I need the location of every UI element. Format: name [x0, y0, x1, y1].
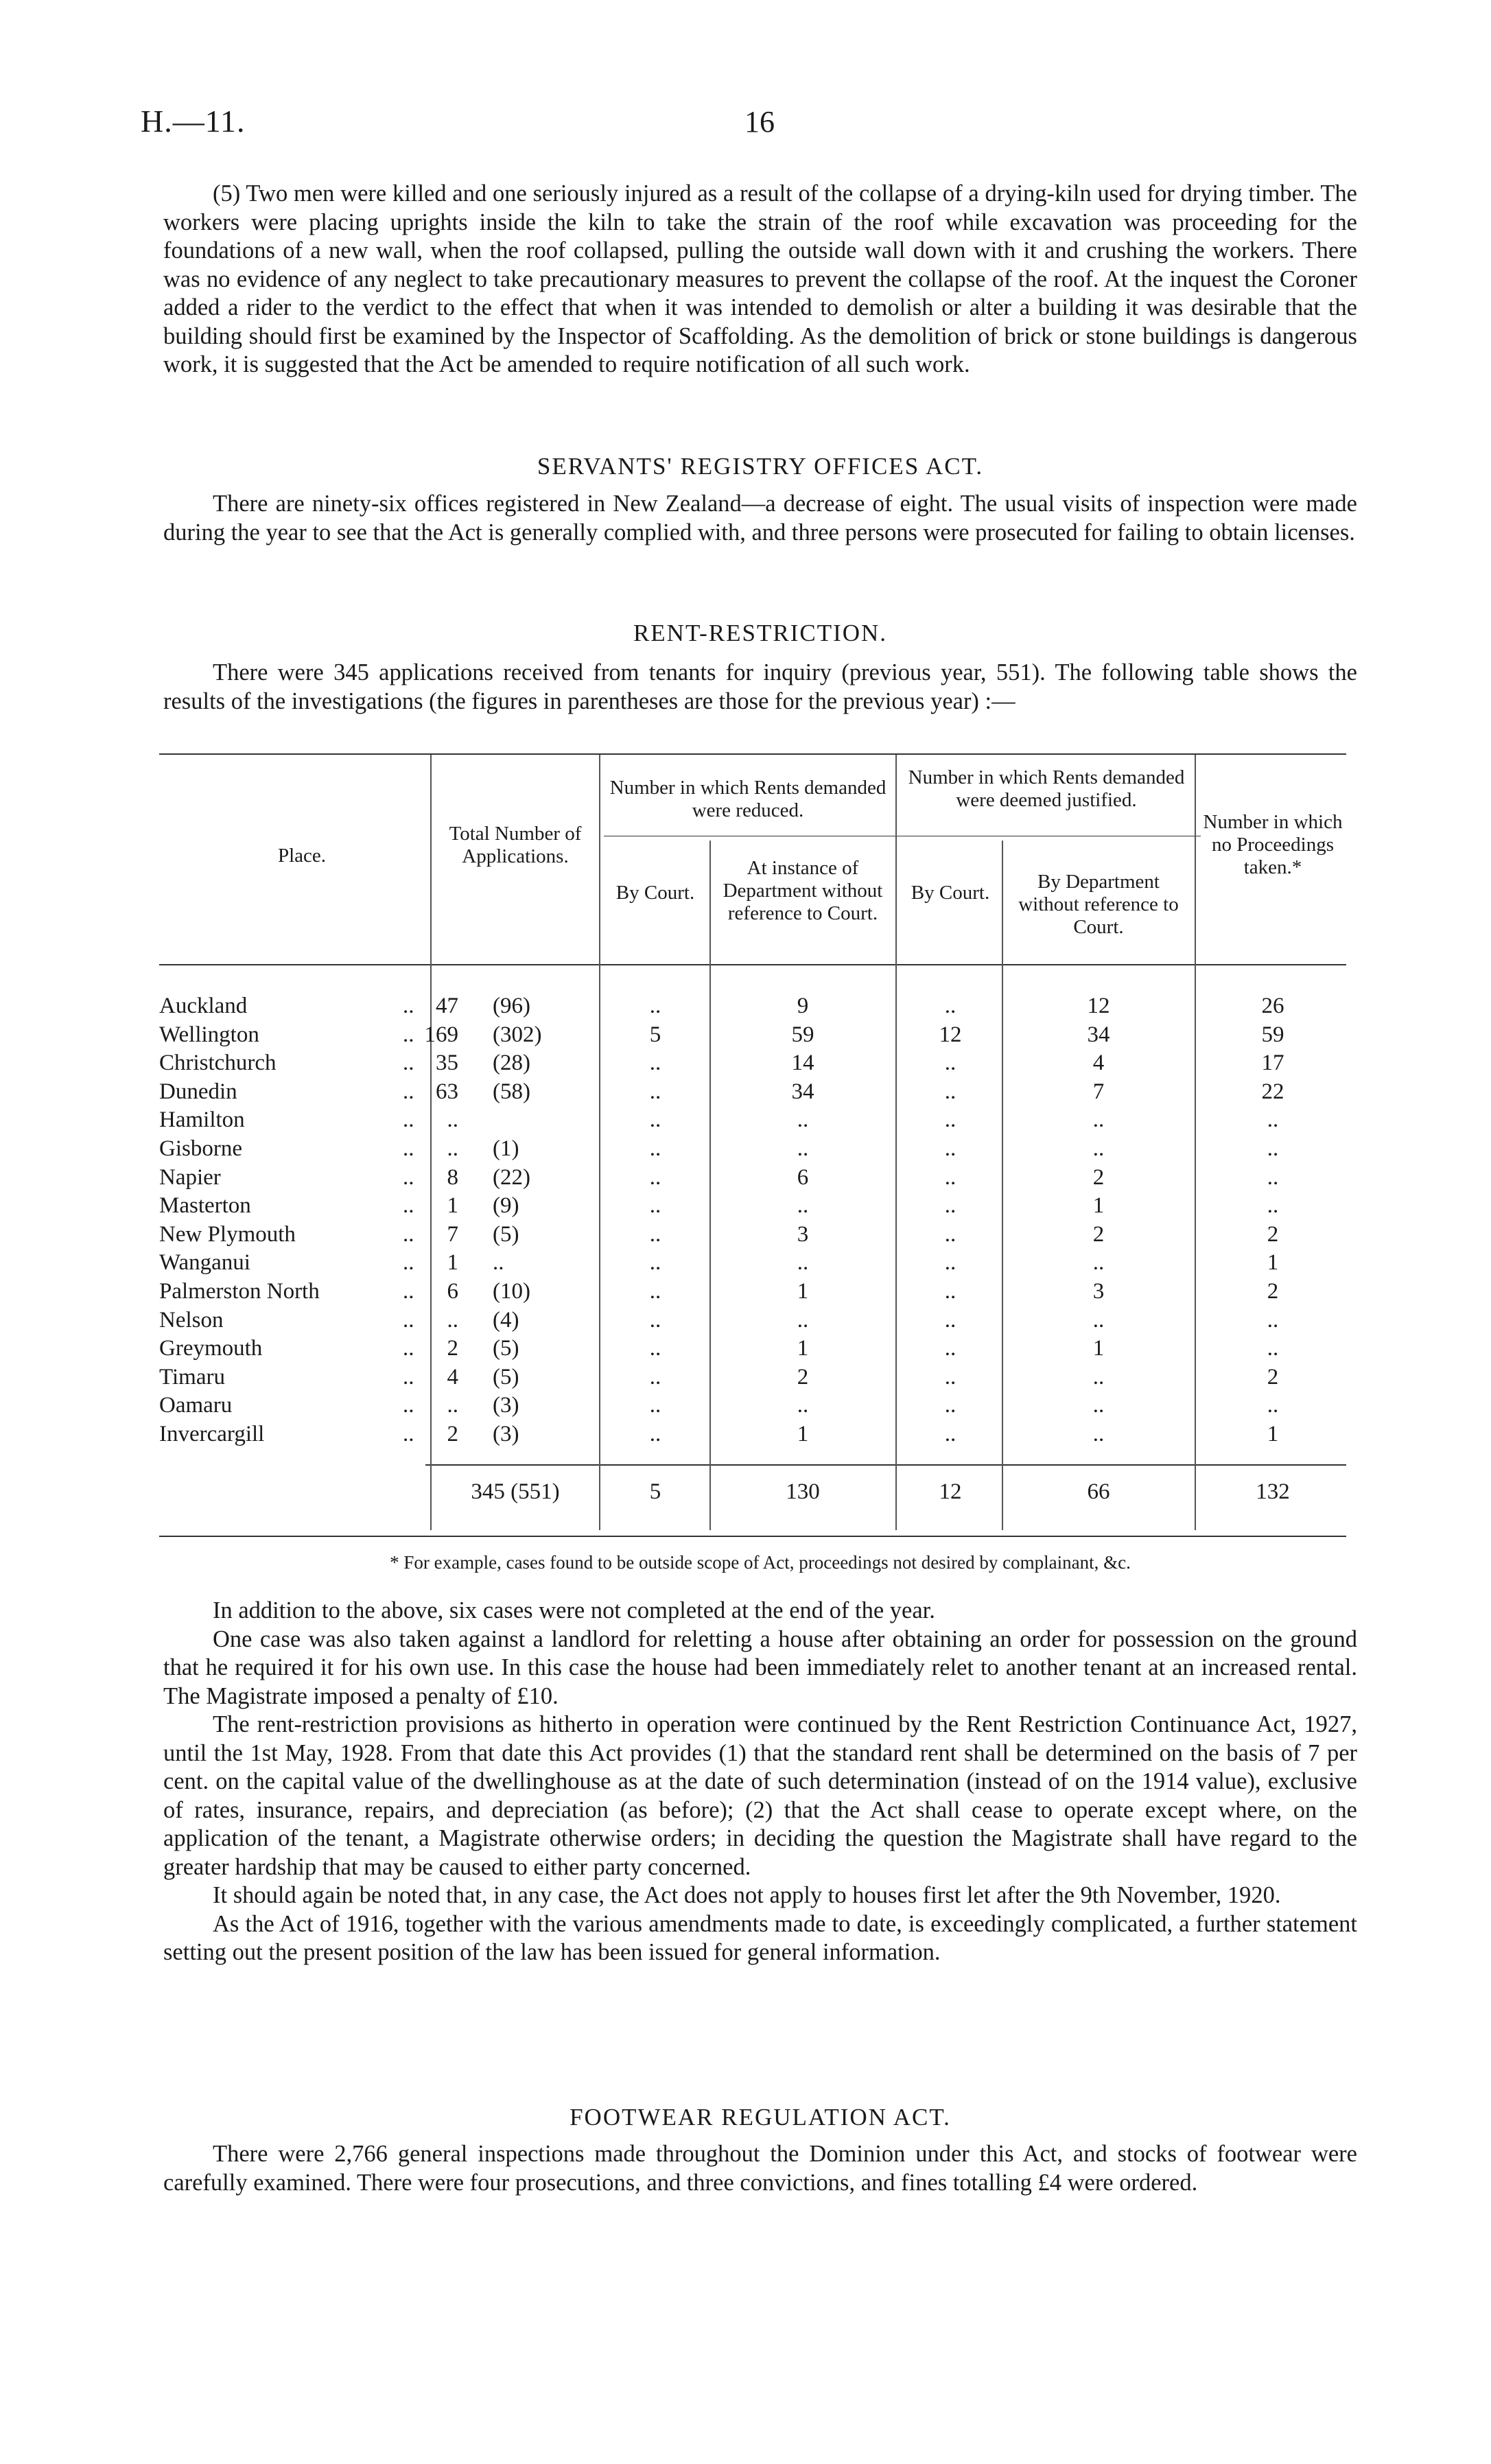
just-court-cell: 12 — [939, 1022, 962, 1047]
no-proceedings-cell: .. — [1267, 1307, 1279, 1333]
place-name: Christchurch — [159, 1051, 277, 1076]
red-dept-cell: 9 — [797, 994, 809, 1018]
applications-cell — [0, 992, 604, 1021]
no-proceedings-cell: .. — [1267, 1107, 1279, 1133]
just-court-cell: .. — [944, 1079, 956, 1104]
applications-cell — [0, 1192, 604, 1221]
applications-previous: .. — [493, 1250, 504, 1276]
leader-dots: .. — [403, 1193, 414, 1219]
applications-cell — [0, 1392, 604, 1420]
red-court-cell: .. — [649, 1164, 661, 1190]
red-dept-cell: 6 — [797, 1164, 809, 1190]
just-dept-cell: 1 — [1092, 1336, 1105, 1361]
applications-current: 169 — [424, 1022, 458, 1047]
place-name: Oamaru — [159, 1393, 233, 1418]
servants-heading: SERVANTS' REGISTRY OFFICES ACT. — [537, 453, 984, 480]
leader-dots: .. — [403, 1221, 414, 1247]
place-name: Wellington — [159, 1022, 259, 1047]
red-court-cell: .. — [649, 1278, 661, 1304]
applications-current: 2 — [447, 1336, 458, 1361]
servants-block — [163, 490, 1357, 547]
red-court-cell: .. — [649, 1221, 661, 1247]
rent-paragraphs — [163, 1597, 1357, 1967]
total-red-dept: 130 — [786, 1479, 820, 1504]
applications-column — [0, 992, 604, 1449]
leader-dots: .. — [403, 1336, 414, 1361]
totals-rule — [425, 1464, 1346, 1466]
red-dept-cell: 34 — [791, 1079, 814, 1104]
paragraph-continuance-act: The rent-restriction provisions as hitherto in operation were continued by the Rent Restriction Continuance Act, 1927, until the 1st May, 1928. From that date this Act provides (1) that the standard rent shall be determined on the basis of 7 per cent. on the capital value of the dwellinghouse as at the date of such determination (instead of on the 1914 value), exclusive of rates, insurance, repairs, and depreciation (as before); (2) that the Act shall cease to operate except where, on the application of the tenant, a Magistrate otherwise orders; in deciding the question the Magistrate shall have regard to the greater hardship that may be caused to either party concerned. — [163, 1711, 1357, 1880]
just-dept-cell: 4 — [1092, 1051, 1105, 1076]
red-dept-cell: 1 — [797, 1421, 809, 1446]
place-name: Hamilton — [159, 1107, 245, 1133]
red-court-cell: .. — [649, 1393, 661, 1418]
just-dept-cell: 3 — [1092, 1278, 1105, 1304]
applications-current: 47 — [436, 994, 458, 1018]
red-dept-cell: 1 — [797, 1336, 809, 1361]
total-no-proceedings: 132 — [1256, 1479, 1290, 1504]
no-proceedings-cell: .. — [1267, 1193, 1279, 1219]
just-court-cell: .. — [944, 1107, 956, 1133]
place-name: Timaru — [159, 1364, 225, 1389]
applications-cell — [0, 1306, 604, 1335]
footwear-block — [163, 2140, 1357, 2197]
page-number: 16 — [744, 105, 775, 139]
leader-dots: .. — [403, 1022, 414, 1047]
applications-current: 2 — [447, 1421, 458, 1446]
leader-dots: .. — [403, 1307, 414, 1333]
table-header-rule — [159, 964, 1346, 965]
header-total: Total Number of Applications. — [449, 823, 582, 867]
servants-paragraph: There are ninety-six offices registered in New Zealand—a decrease of eight. The usual visits of inspection were made during the year to see that the Act is generally complied with, and three persons were prosecuted for failing to obtain licenses. — [163, 491, 1357, 545]
reduced-court-column — [604, 992, 707, 1449]
no-proceedings-cell: 1 — [1267, 1250, 1279, 1276]
footwear-paragraph: There were 2,766 general inspections made throughout the Dominion under this Act, and stocks of footwear were carefully examined. There were four prosecutions, and three convictions, and fines totalling £4 were ordered. — [163, 2141, 1357, 2196]
applications-cell — [0, 1021, 604, 1050]
header-just-by-court: By Court. — [911, 882, 990, 904]
red-court-cell: .. — [649, 1051, 661, 1076]
just-dept-cell: .. — [1092, 1107, 1105, 1133]
place-name: Napier — [159, 1164, 221, 1190]
no-proceedings-cell: .. — [1267, 1164, 1279, 1190]
just-dept-cell: .. — [1092, 1250, 1105, 1276]
just-dept-cell: .. — [1092, 1136, 1105, 1161]
red-court-cell: .. — [649, 994, 661, 1018]
place-name: New Plymouth — [159, 1221, 296, 1247]
red-court-cell: .. — [649, 1336, 661, 1361]
applications-current: .. — [447, 1107, 458, 1133]
red-court-cell: .. — [649, 1250, 661, 1276]
justified-dept-column — [1005, 992, 1192, 1449]
place-name: Greymouth — [159, 1336, 263, 1361]
leader-dots: .. — [403, 994, 414, 1018]
rent-intro-paragraph: There were 345 applications received from tenants for inquiry (previous year, 551). The following table shows the results of the investigations (the figures in parentheses are those for the previous year) :— — [163, 659, 1357, 714]
just-dept-cell: .. — [1092, 1307, 1105, 1333]
just-court-cell: .. — [944, 1051, 956, 1076]
applications-cell — [0, 1078, 604, 1107]
no-proceedings-cell: 59 — [1261, 1022, 1284, 1047]
col-divider-5 — [1002, 841, 1003, 1530]
total-just-court: 12 — [939, 1479, 962, 1504]
place-name: Dunedin — [159, 1079, 237, 1104]
applications-previous: (3) — [493, 1421, 519, 1446]
no-proceedings-cell: .. — [1267, 1136, 1279, 1161]
red-court-cell: 5 — [649, 1022, 661, 1047]
applications-previous: (9) — [493, 1193, 519, 1219]
applications-current: 6 — [447, 1278, 458, 1304]
report-reference: H.—11. — [141, 104, 246, 139]
applications-previous: (58) — [493, 1079, 530, 1104]
red-dept-cell: 59 — [791, 1022, 814, 1047]
just-dept-cell: .. — [1092, 1364, 1105, 1389]
no-proceedings-column — [1201, 992, 1345, 1449]
leader-dots: .. — [403, 1393, 414, 1418]
just-court-cell: .. — [944, 1278, 956, 1304]
leader-dots: .. — [403, 1421, 414, 1446]
applications-current: 35 — [436, 1051, 458, 1076]
total-just-dept: 66 — [1087, 1479, 1110, 1504]
applications-previous: (3) — [493, 1393, 519, 1418]
red-dept-cell: .. — [797, 1250, 809, 1276]
no-proceedings-cell: 17 — [1261, 1051, 1284, 1076]
just-dept-cell: 12 — [1087, 994, 1110, 1018]
just-court-cell: .. — [944, 1136, 956, 1161]
red-court-cell: .. — [649, 1136, 661, 1161]
red-dept-cell: .. — [797, 1193, 809, 1219]
place-name: Invercargill — [159, 1421, 265, 1446]
applications-cell — [0, 1049, 604, 1078]
applications-cell — [0, 1420, 604, 1449]
red-dept-cell: 14 — [791, 1051, 814, 1076]
applications-cell — [0, 1249, 604, 1278]
red-court-cell: .. — [649, 1307, 661, 1333]
applications-previous: (1) — [493, 1136, 519, 1161]
col-divider-6 — [1195, 755, 1196, 1530]
red-dept-cell: 3 — [797, 1221, 809, 1247]
rent-intro-block — [163, 659, 1357, 716]
leader-dots: .. — [403, 1107, 414, 1133]
just-court-cell: .. — [944, 994, 956, 1018]
red-dept-cell: .. — [797, 1136, 809, 1161]
place-name: Nelson — [159, 1307, 224, 1333]
header-at-instance: At instance of Department without reference to Court. — [723, 857, 883, 924]
leader-dots: .. — [403, 1051, 414, 1076]
red-court-cell: .. — [649, 1107, 661, 1133]
no-proceedings-cell: 2 — [1267, 1278, 1279, 1304]
applications-previous: (96) — [493, 994, 530, 1018]
place-name: Auckland — [159, 994, 248, 1018]
place-name: Masterton — [159, 1193, 251, 1219]
applications-current: 4 — [447, 1364, 458, 1389]
leader-dots: .. — [403, 1278, 414, 1304]
just-dept-cell: 7 — [1092, 1079, 1105, 1104]
just-court-cell: .. — [944, 1164, 956, 1190]
leader-dots: .. — [403, 1136, 414, 1161]
no-proceedings-cell: 1 — [1267, 1421, 1279, 1446]
red-dept-cell: .. — [797, 1307, 809, 1333]
applications-previous: (4) — [493, 1307, 519, 1333]
place-name: Gisborne — [159, 1136, 242, 1161]
header-justified-group: Number in which Rents demanded were deemed justified. — [908, 766, 1185, 811]
just-court-cell: .. — [944, 1221, 956, 1247]
applications-cell — [0, 1363, 604, 1392]
red-court-cell: .. — [649, 1421, 661, 1446]
applications-current: .. — [447, 1136, 458, 1161]
applications-cell — [0, 1106, 604, 1135]
applications-previous: (5) — [493, 1364, 519, 1389]
just-dept-cell: 34 — [1087, 1022, 1110, 1047]
applications-cell — [0, 1335, 604, 1363]
total-red-court: 5 — [649, 1479, 661, 1504]
applications-previous: (302) — [493, 1022, 542, 1047]
header-place: Place. — [277, 845, 327, 867]
applications-previous: (5) — [493, 1221, 519, 1247]
applications-current: .. — [447, 1393, 458, 1418]
red-dept-cell: .. — [797, 1107, 809, 1133]
applications-current: 8 — [447, 1164, 458, 1190]
leader-dots: .. — [403, 1364, 414, 1389]
just-court-cell: .. — [944, 1393, 956, 1418]
justified-court-column — [899, 992, 1002, 1449]
footwear-heading: FOOTWEAR REGULATION ACT. — [570, 2104, 951, 2131]
red-court-cell: .. — [649, 1364, 661, 1389]
red-dept-cell: .. — [797, 1393, 809, 1418]
just-court-cell: .. — [944, 1336, 956, 1361]
accident-paragraph-block — [163, 180, 1357, 379]
table-top-rule — [159, 753, 1346, 755]
just-court-cell: .. — [944, 1307, 956, 1333]
rent-heading: RENT-RESTRICTION. — [633, 620, 888, 646]
paragraph-landlord-case: One case was also taken against a landlord for reletting a house after obtaining an order for possession on the ground that he required it for his own use. In this case the house had been immediately relet to another tenant at an increased rental. The Magistrate imposed a penalty of £10. — [163, 1626, 1357, 1709]
no-proceedings-cell: 22 — [1261, 1079, 1284, 1104]
just-dept-cell: 2 — [1092, 1164, 1105, 1190]
red-dept-cell: 2 — [797, 1364, 809, 1389]
table-bottom-rule — [159, 1536, 1346, 1537]
just-dept-cell: .. — [1092, 1393, 1105, 1418]
applications-current: 1 — [447, 1250, 458, 1276]
no-proceedings-cell: 2 — [1267, 1364, 1279, 1389]
applications-previous: (28) — [493, 1051, 530, 1076]
applications-cell — [0, 1221, 604, 1249]
place-name: Wanganui — [159, 1250, 250, 1276]
just-court-cell: .. — [944, 1193, 956, 1219]
applications-previous: (5) — [493, 1336, 519, 1361]
paragraph-incomplete: In addition to the above, six cases were not completed at the end of the year. — [213, 1597, 935, 1623]
paragraph-first-let: It should again be noted that, in any case, the Act does not apply to houses first let after the 9th November, 1920. — [213, 1882, 1281, 1908]
leader-dots: .. — [403, 1250, 414, 1276]
applications-previous: (22) — [493, 1164, 530, 1190]
total-applications: 345 (551) — [471, 1479, 560, 1504]
just-dept-cell: 1 — [1092, 1193, 1105, 1219]
no-proceedings-cell: 26 — [1261, 994, 1284, 1018]
reduced-dept-column — [714, 992, 892, 1449]
table-footnote: * For example, cases found to be outside scope of Act, proceedings not desired by complainant, &c. — [390, 1552, 1131, 1573]
col-divider-3 — [709, 841, 711, 1530]
paragraph-act-1916: As the Act of 1916, together with the various amendments made to date, is exceedingly complicated, a further statement setting out the present position of the law has been issued for general information. — [163, 1910, 1357, 1965]
header-reduced-group: Number in which Rents demanded were reduced. — [609, 777, 887, 821]
just-court-cell: .. — [944, 1250, 956, 1276]
header-no-proceedings: Number in which no Proceedings taken.* — [1203, 811, 1343, 878]
place-name: Palmerston North — [159, 1278, 320, 1304]
applications-cell — [0, 1135, 604, 1164]
header-by-department: By Department without reference to Court. — [1018, 871, 1179, 938]
just-dept-cell: .. — [1092, 1421, 1105, 1446]
no-proceedings-cell: .. — [1267, 1393, 1279, 1418]
applications-current: 1 — [447, 1193, 458, 1219]
leader-dots: .. — [403, 1079, 414, 1104]
no-proceedings-cell: 2 — [1267, 1221, 1279, 1247]
col-divider-4 — [895, 755, 897, 1530]
leader-dots: .. — [403, 1164, 414, 1190]
applications-current: .. — [447, 1307, 458, 1333]
no-proceedings-cell: .. — [1267, 1336, 1279, 1361]
applications-current: 63 — [436, 1079, 458, 1104]
applications-cell — [0, 1164, 604, 1193]
applications-current: 7 — [447, 1221, 458, 1247]
just-dept-cell: 2 — [1092, 1221, 1105, 1247]
applications-previous: (10) — [493, 1278, 530, 1304]
red-court-cell: .. — [649, 1193, 661, 1219]
header-red-by-court: By Court. — [615, 882, 695, 904]
just-court-cell: .. — [944, 1421, 956, 1446]
red-court-cell: .. — [649, 1079, 661, 1104]
red-dept-cell: 1 — [797, 1278, 809, 1304]
just-court-cell: .. — [944, 1364, 956, 1389]
applications-cell — [0, 1278, 604, 1306]
accident-paragraph: (5) Two men were killed and one seriously injured as a result of the collapse of a drying-kiln used for drying timber. The workers were placing uprights inside the kiln to take the strain of the roof while excavation was proceeding for the foundations of a new wall, when the roof collapsed, pulling the outside wall down with it and crushing the workers. There was no evidence of any neglect to take precautionary measures to prevent the collapse of the roof. At the inquest the Coroner added a rider to the verdict to the effect that when it was intended to demolish or alter a building it was desirable that the building should first be examined by the Inspector of Scaffolding. As the demolition of brick or stone buildings is dangerous work, it is suggested that the Act be amended to require notification of all such work. — [163, 180, 1357, 377]
